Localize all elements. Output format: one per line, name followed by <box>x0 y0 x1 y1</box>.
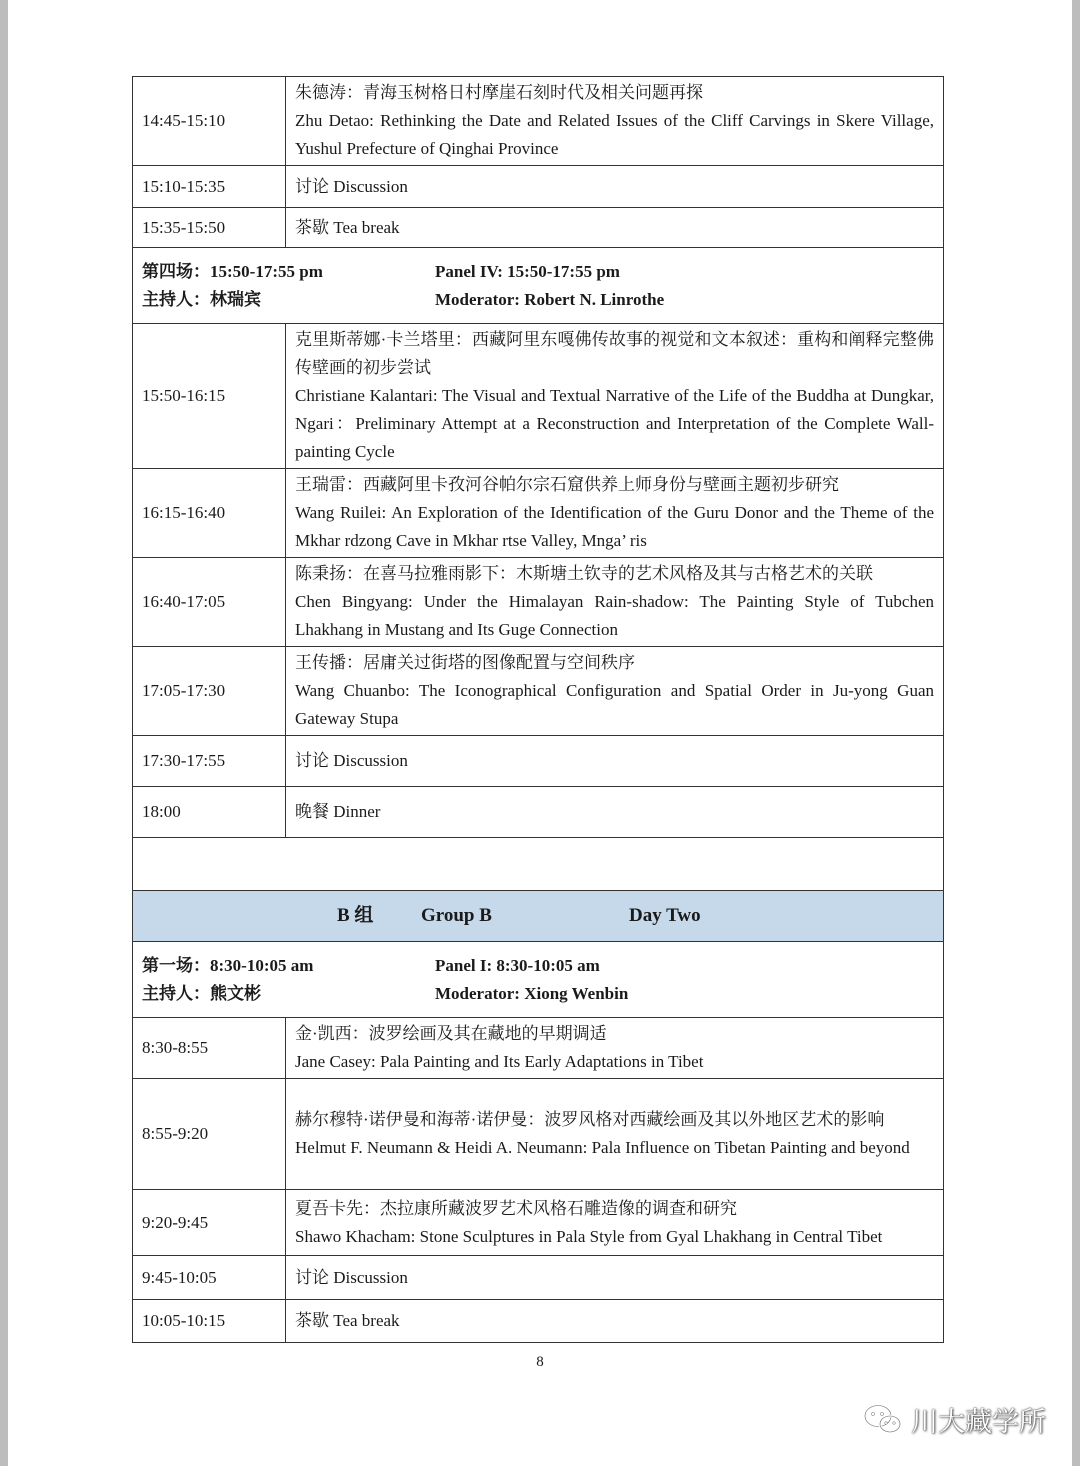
session-title-zh: 第四场：15:50-17:55 pm <box>142 262 323 281</box>
moderator-en: Moderator: Xiong Wenbin <box>435 984 629 1003</box>
watermark-text: 川大藏学所 <box>911 1407 1046 1438</box>
talk-title-zh: 夏吾卡先：杰拉康所藏波罗艺术风格石雕造像的调查和研究 <box>295 1198 737 1218</box>
panel-header <box>133 248 944 324</box>
time-cell: 15:10-15:35 <box>133 166 286 208</box>
moderator-zh: 主持人：林瑞宾 <box>142 290 261 309</box>
talk-cell: 茶歇 Tea break <box>286 208 944 248</box>
session-title-en: Panel IV: 15:50-17:55 pm <box>435 262 620 281</box>
table-row <box>133 787 944 838</box>
table-row <box>133 166 944 208</box>
schedule-table <box>132 76 944 1343</box>
moderator-zh: 主持人：熊文彬 <box>142 984 261 1003</box>
talk-title-zh: 陈秉扬：在喜马拉雅雨影下：木斯塘土钦寺的艺术风格及其与古格艺术的关联 <box>295 564 873 583</box>
talk-title-en: Wang Chuanbo: The Iconographical Configuration and Spatial Order in Ju-yong Guan Gateway Stupa <box>295 681 934 728</box>
group-header <box>133 891 944 942</box>
talk-title-en: Christiane Kalantari: The Visual and Textual Narrative of the Life of the Buddha at Dungkar, Ngari：Preliminary Attempt at a Reconstruction and Interpretation of the Complete Wall-painting Cycle <box>295 386 934 461</box>
spacer-row <box>133 838 944 891</box>
table-row <box>133 1300 944 1343</box>
time-cell: 9:20-9:45 <box>133 1190 286 1256</box>
talk-cell <box>286 1079 944 1190</box>
talk-title-en: Zhu Detao: Rethinking the Date and Related Issues of the Cliff Carvings in Skere Village, Yushul Prefecture of Qinghai Province <box>295 111 934 158</box>
talk-cell <box>286 647 944 736</box>
table-row <box>133 558 944 647</box>
panel-header <box>133 942 944 1018</box>
talk-cell <box>286 469 944 558</box>
table-row <box>133 647 944 736</box>
talk-title-zh: 赫尔穆特·诺伊曼和海蒂·诺伊曼：波罗风格对西藏绘画及其以外地区艺术的影响 <box>295 1110 885 1129</box>
time-cell: 8:30-8:55 <box>133 1018 286 1079</box>
table-row <box>133 1018 944 1079</box>
time-cell: 8:55-9:20 <box>133 1079 286 1190</box>
table-row <box>133 1256 944 1300</box>
talk-title-en: Jane Casey: Pala Painting and Its Early Adaptations in Tibet <box>295 1052 704 1071</box>
talk-title-zh: 克里斯蒂娜·卡兰塔里：西藏阿里东嘎佛传故事的视觉和文本叙述：重构和阐释完整佛传壁画的初步尝试 <box>295 330 934 377</box>
wechat-icon <box>863 1403 903 1437</box>
time-cell: 14:45-15:10 <box>133 77 286 166</box>
group-label-en: Group B <box>421 905 492 926</box>
talk-title-en: Wang Ruilei: An Exploration of the Identification of the Guru Donor and the Theme of the Mkhar rdzong Cave in Mkhar rtse Valley, Mnga’ ris <box>295 503 934 550</box>
time-cell: 17:30-17:55 <box>133 736 286 787</box>
group-label-zh: B 组 <box>337 905 374 926</box>
talk-title-zh: 王传播：居庸关过街塔的图像配置与空间秩序 <box>295 653 635 672</box>
talk-title-en: Chen Bingyang: Under the Himalayan Rain-shadow: The Painting Style of Tubchen Lhakhang in Mustang and Its Guge Connection <box>295 592 934 639</box>
session-title-zh: 第一场：8:30-10:05 am <box>142 956 314 975</box>
time-cell: 15:50-16:15 <box>133 324 286 469</box>
time-cell: 9:45-10:05 <box>133 1256 286 1300</box>
talk-cell: 讨论 Discussion <box>286 166 944 208</box>
talk-title-zh: 金·凯西：波罗绘画及其在藏地的早期调适 <box>295 1024 607 1043</box>
talk-title-en: Helmut F. Neumann & Heidi A. Neumann: Pala Influence on Tibetan Painting and beyond <box>295 1138 910 1157</box>
table-row <box>133 1079 944 1190</box>
moderator-en: Moderator: Robert N. Linrothe <box>435 290 665 309</box>
document-page <box>8 0 1072 1466</box>
talk-cell: 讨论 Discussion <box>286 736 944 787</box>
talk-cell: 茶歇 Tea break <box>286 1300 944 1343</box>
time-cell: 16:15-16:40 <box>133 469 286 558</box>
watermark <box>863 1400 1046 1439</box>
talk-title-zh: 王瑞雷：西藏阿里卡孜河谷帕尔宗石窟供养上师身份与壁画主题初步研究 <box>295 475 839 494</box>
talk-cell <box>286 324 944 469</box>
table-row <box>133 469 944 558</box>
talk-title-zh: 朱德涛：青海玉树格日村摩崖石刻时代及相关问题再探 <box>295 83 703 102</box>
table-row <box>133 324 944 469</box>
day-label: Day Two <box>629 905 701 926</box>
talk-title-en: Shawo Khacham: Stone Sculptures in Pala Style from Gyal Lhakhang in Central Tibet <box>295 1226 883 1246</box>
table-row <box>133 1190 944 1256</box>
table-row <box>133 736 944 787</box>
table-row <box>133 208 944 248</box>
time-cell: 17:05-17:30 <box>133 647 286 736</box>
table-row <box>133 77 944 166</box>
time-cell: 16:40-17:05 <box>133 558 286 647</box>
time-cell: 18:00 <box>133 787 286 838</box>
talk-cell: 讨论 Discussion <box>286 1256 944 1300</box>
talk-cell: 晚餐 Dinner <box>286 787 944 838</box>
session-title-en: Panel I: 8:30-10:05 am <box>435 956 600 975</box>
talk-cell <box>286 77 944 166</box>
talk-cell <box>286 558 944 647</box>
page-number: 8 <box>536 1354 544 1370</box>
talk-cell <box>286 1190 944 1256</box>
talk-cell <box>286 1018 944 1079</box>
time-cell: 10:05-10:15 <box>133 1300 286 1343</box>
time-cell: 15:35-15:50 <box>133 208 286 248</box>
